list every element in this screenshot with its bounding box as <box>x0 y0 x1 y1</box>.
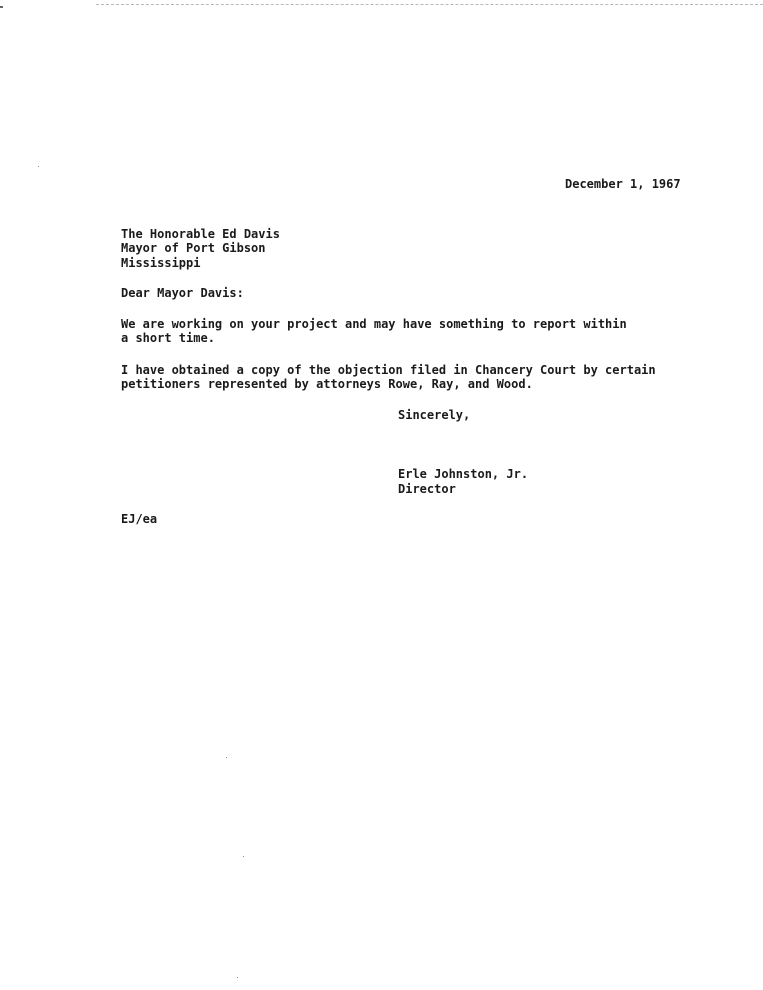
salutation: Dear Mayor Davis: <box>121 286 244 300</box>
paragraph-2-line-1: I have obtained a copy of the objection filed in Chancery Court by certain <box>121 363 656 377</box>
letter-date: December 1, 1967 <box>565 177 681 191</box>
top-scan-border <box>96 4 763 5</box>
signer-name: Erle Johnston, Jr. <box>398 467 529 481</box>
scan-speck <box>226 757 227 758</box>
recipient-state: Mississippi <box>121 256 201 270</box>
paragraph-1-line-2: a short time. <box>121 331 215 345</box>
scan-speck <box>237 977 238 978</box>
signer-title: Director <box>398 482 456 496</box>
scan-edge-mark <box>0 6 3 8</box>
recipient-name: The Honorable Ed Davis <box>121 227 280 241</box>
reference-initials: EJ/ea <box>121 512 158 526</box>
paragraph-1-line-1: We are working on your project and may have something to report within <box>121 317 627 331</box>
scan-speck <box>38 166 39 167</box>
recipient-title: Mayor of Port Gibson <box>121 241 266 255</box>
scan-speck <box>243 856 244 857</box>
paragraph-2-line-2: petitioners represented by attorneys Rowe, Ray, and Wood. <box>121 377 533 391</box>
closing: Sincerely, <box>398 408 471 422</box>
